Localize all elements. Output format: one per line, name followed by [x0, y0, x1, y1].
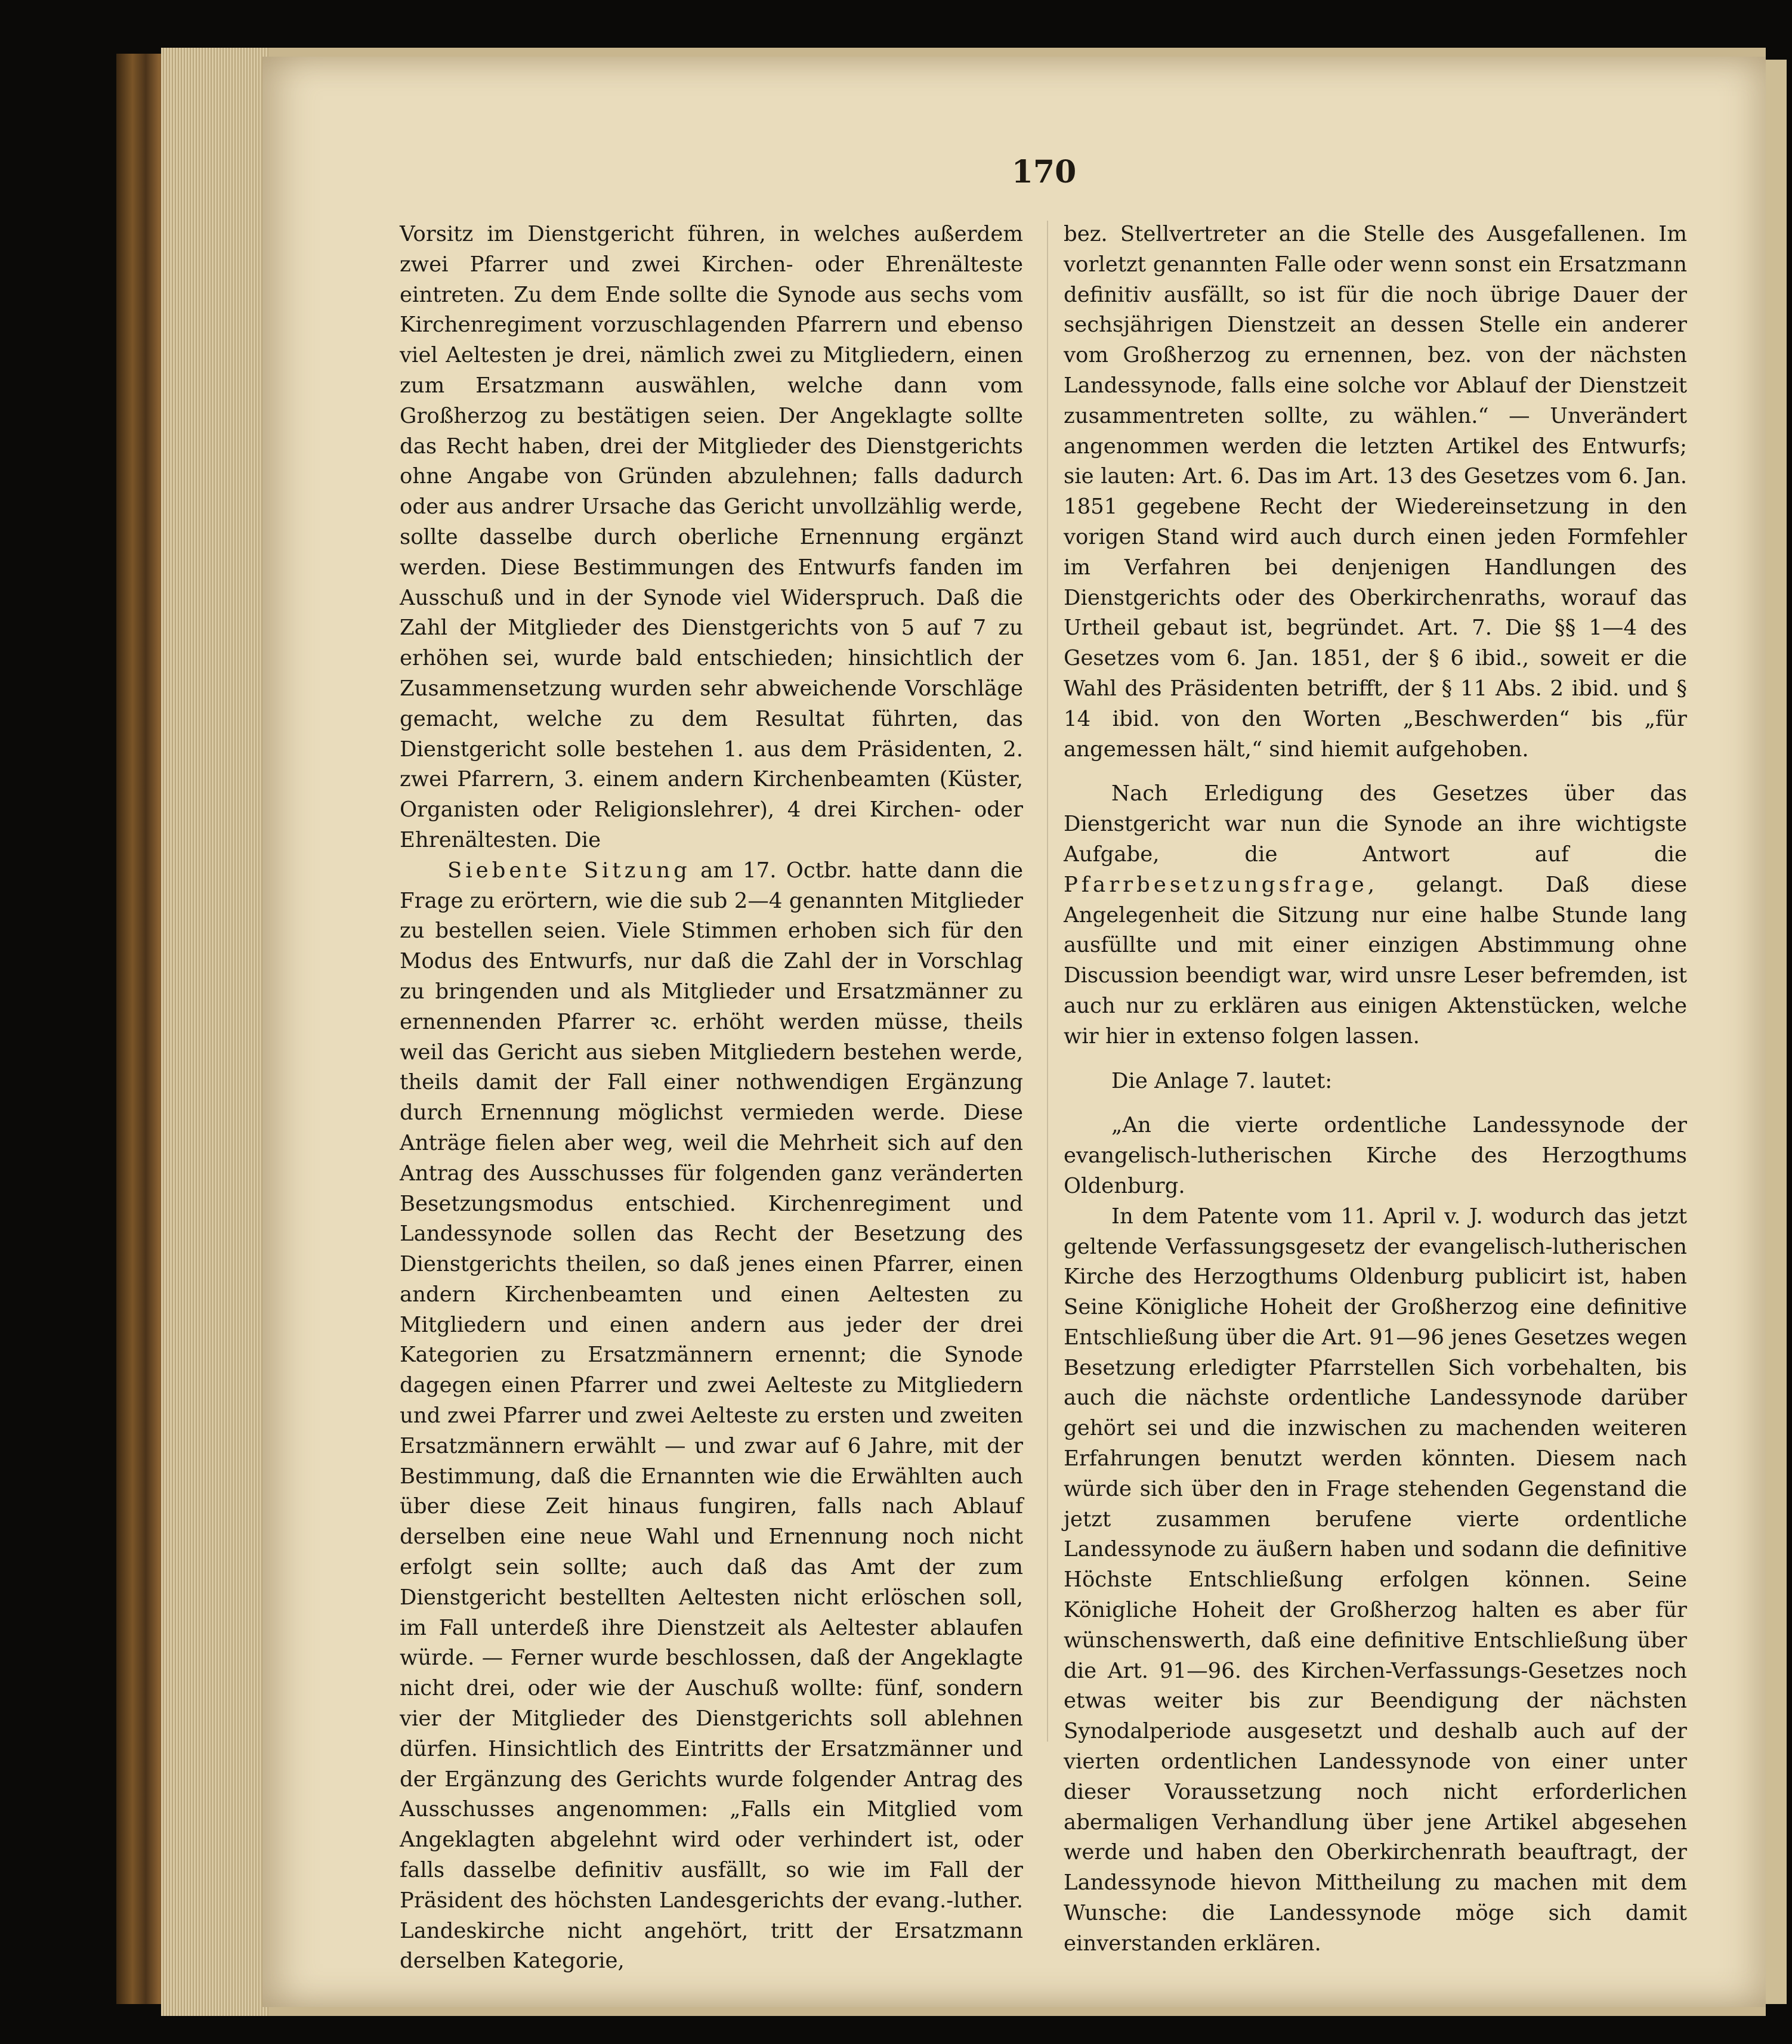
right-paragraph-1: bez. Stellvertreter an die Stelle des Ausgefallenen. Im vorletzt genannten Falle oder wenn sonst ein Ersatzmann definitiv ausfällt, so ist für die noch übrige Dauer der sechsjährigen Dienstzeit an dessen Stelle ein anderer vom Großherzog zu ernennen, bez. von der nächsten Landessynode, falls eine solche vor Ablauf der Dienstzeit zusammentreten sollte, zu wählen.“ — Unverändert angenommen werden die letzten Artikel des Entwurfs; sie lauten: Art. 6. Das im Art. 13 des Gesetzes vom 6. Jan. 1851 gegebene Recht der Wiedereinsetzung in den vorigen Stand wird auch durch einen jeden Formfehler im Verfahren bei denjenigen Handlungen des Dienstgerichts oder des Oberkirchenraths, worauf das Urtheil gebaut ist, begründet. Art. 7. Die §§ 1—4 des Gesetzes vom 6. Jan. 1851, der § 6 ibid., soweit er die Wahl des Präsidenten betrifft, der § 11 Abs. 2 ibid. und § 14 ibid. von den Worten „Beschwerden“ bis „für angemessen hält,“ sind hiemit aufgehoben. [1064, 222, 1687, 762]
page-number: 170 [1011, 154, 1077, 190]
pfarrbesetzung-term: Pfarrbesetzungsfrage [1064, 872, 1368, 897]
right-column [1064, 219, 1687, 1959]
annex-heading: Die Anlage 7. lautet: [1111, 1068, 1333, 1093]
right-paragraph-5: In dem Patente vom 11. April v. J. wodurch das jetzt geltende Verfassungsgesetz der evangelisch-lutherischen Kirche des Herzogthums Oldenburg publicirt ist, haben Seine Königliche Hoheit der Großherzog eine definitive Entschließung über die Art. 91—96 jenes Gesetzes wegen Besetzung erledigter Pfarrstellen Sich vorbehalten, bis auch die nächste ordentliche Landessynode darüber gehört sei und die inzwischen zu machenden weiteren Erfahrungen benutzt werden könnten. Diesem nach würde sich über den in Frage stehenden Gegenstand die jetzt zusammen berufene vierte ordentliche Landessynode zu äußern haben und sodann die definitive Höchste Entschließung erfolgen können. Seine Königliche Hoheit der Großherzog halten es aber für wünschenswerth, daß eine definitive Entschließung über die Art. 91—96. des Kirchen-Verfassungs-Gesetzes noch etwas weiter bis zur Beendigung der nächsten Synodalperiode ausgesetzt und deshalb auch auf der vierten ordentlichen Landessynode von einer unter dieser Voraussetzung noch nicht erforderlichen abermaligen Verhandlung über jene Artikel abgesehen werde und haben den Oberkirchenrath beauftragt, der Landessynode hievon Mittheilung zu machen mit dem Wunsche: die Landessynode möge sich damit einverstanden erklären. [1064, 1204, 1687, 1956]
page-edges [161, 48, 268, 2016]
right-paragraph-2-b: , gelangt. Daß diese Angelegenheit die Sitzung nur eine halbe Stunde lang ausfüllte und mit einer einzigen Abstimmung ohne Discussion beendigt war, wird unsre Leser befremden, ist auch nur zu erklären aus einigen Aktenstücken, welche wir hier in extenso folgen lassen. [1064, 872, 1687, 1049]
left-paragraph-2 [400, 856, 1023, 1977]
address-line: „An die vierte ordentliche Landessynode der evangelisch-lutherischen Kirche des Herzogthums Oldenburg. [1064, 1113, 1687, 1198]
session-heading: Siebente Sitzung [447, 858, 691, 883]
left-column [400, 219, 1023, 1977]
right-paragraph-2-a: Nach Erledigung des Gesetzes über das Dienstgericht war nun die Synode an ihre wichtigste Aufgabe, die Antwort auf die [1064, 781, 1687, 867]
left-paragraph-1: Vorsitz im Dienstgericht führen, in welches außerdem zwei Pfarrer und zwei Kirchen- oder Ehrenälteste eintreten. Zu dem Ende sollte die Synode aus sechs vom Kirchenregiment vorzuschlagenden Pfarrern und ebenso viel Aeltesten je drei, nämlich zwei zu Mitgliedern, einen zum Ersatzmann auswählen, welche dann vom Großherzog zu bestätigen seien. Der Angeklagte sollte das Recht haben, drei der Mitglieder des Dienstgerichts ohne Angabe von Gründen abzulehnen; falls dadurch oder aus andrer Ursache das Gericht unvollzählig werde, sollte dasselbe durch oberliche Ernennung ergänzt werden. Diese Bestimmungen des Entwurfs fanden im Ausschuß und in der Synode viel Widerspruch. Daß die Zahl der Mitglieder des Dienstgerichts von 5 auf 7 zu erhöhen sei, wurde bald entschieden; hinsichtlich der Zusammensetzung wurden sehr abweichende Vorschläge gemacht, welche zu dem Resultat führten, das Dienstgericht solle bestehen 1. aus dem Präsidenten, 2. zwei Pfarrern, 3. einem andern Kirchenbeamten (Küster, Organisten oder Religionslehrer), 4 drei Kirchen- oder Ehrenältesten. Die [400, 222, 1023, 852]
left-paragraph-2-text: am 17. Octbr. hatte dann die Frage zu erörtern, wie die sub 2—4 genannten Mitglieder zu bestellen seien. Viele Stimmen erhoben sich für den Modus des Entwurfs, nur daß die Zahl der in Vorschlag zu bringenden und als Mitglieder und Ersatzmänner zu ernennenden Pfarrer ꝛc. erhöht werden müsse, theils weil das Gericht aus sieben Mitgliedern bestehen werde, theils damit der Fall einer nothwendigen Ergänzung durch Ernennung möglichst vermieden werde. Diese Anträge fielen aber weg, weil die Mehrheit sich auf den Antrag des Ausschusses für folgenden ganz veränderten Besetzungsmodus entschied. Kirchenregiment und Landessynode sollen das Recht der Besetzung des Dienstgerichts theilen, so daß jenes einen Pfarrer, einen andern Kirchenbeamten und einen Aeltesten zu Mitgliedern und einen andern aus jeder der drei Kategorien zu Ersatzmännern ernennt; die Synode dagegen einen Pfarrer und zwei Aelteste zu Mitgliedern und zwei Pfarrer und zwei Aelteste zu ersten und zweiten Ersatzmännern erwählt — und zwar auf 6 Jahre, mit der Bestimmung, daß die Ernannten wie die Erwählten auch über diese Zeit hinaus fungiren, falls nach Ablauf derselben eine neue Wahl und Ernennung noch nicht erfolgt sein sollte; auch daß das Amt der zum Dienstgericht bestellten Aeltesten nicht erlöschen soll, im Fall unterdeß ihre Dienstzeit als Aeltester ablaufen würde. — Ferner wurde beschlossen, daß der Angeklagte nicht drei, oder wie der Auschuß wollte: fünf, sondern vier der Mitglieder des Dienstgerichts soll ablehnen dürfen. Hinsichtlich des Eintritts der Ersatzmänner und der Ergänzung des Gerichts wurde folgender Antrag des Ausschusses angenommen: „Falls ein Mitglied vom Angeklagten abgelehnt wird oder verhindert ist, oder falls dasselbe definitiv ausfällt, so wie im Fall der Präsident des höchsten Landesgerichts der evang.-luther. Landeskirche nicht angehört, tritt der Ersatzmann derselben Kategorie, [400, 858, 1023, 1974]
column-divider [1047, 221, 1048, 1742]
right-paragraph-2 [1064, 779, 1687, 1052]
